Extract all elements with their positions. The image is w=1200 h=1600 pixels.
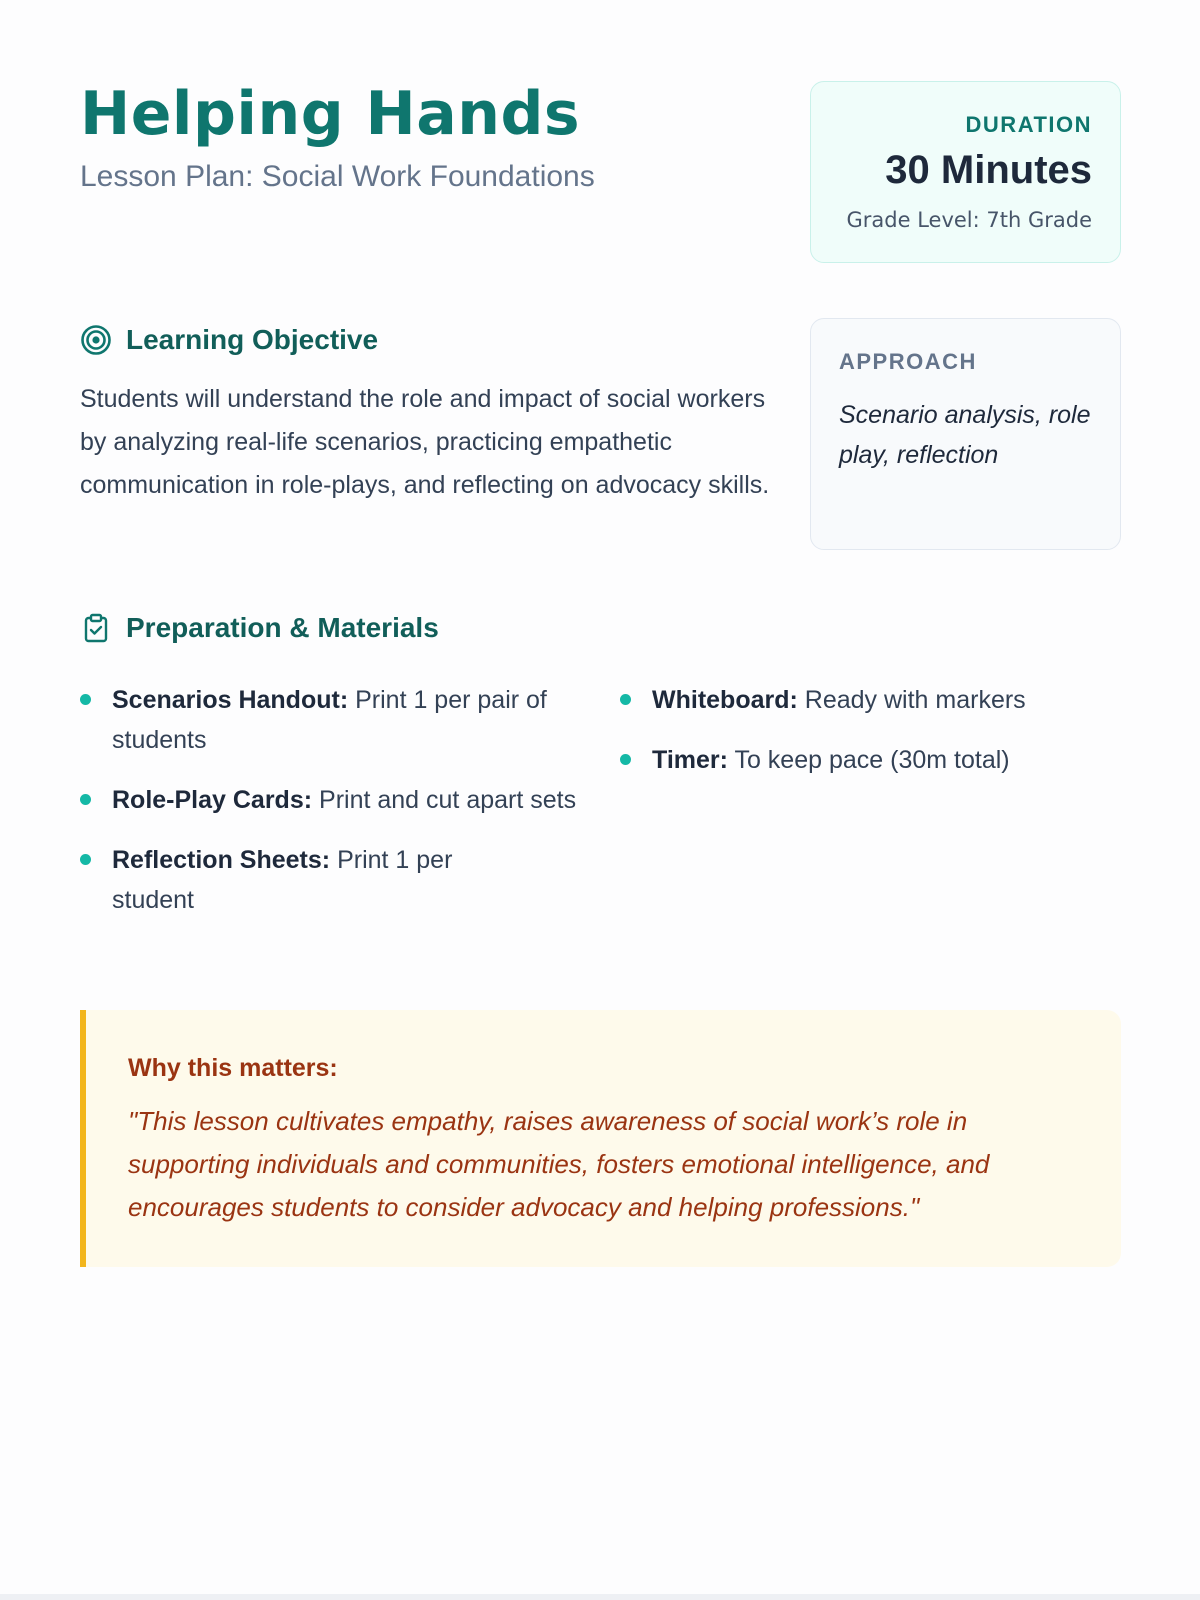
material-detail: Print and cut apart sets [319, 786, 577, 814]
duration-value: 30 Minutes [885, 148, 1092, 192]
materials-list-right [620, 680, 1120, 780]
material-name: Scenarios Handout: [112, 686, 349, 714]
page-subtitle: Lesson Plan: Social Work Foundations [80, 160, 595, 193]
bullet-dot [620, 754, 631, 765]
callout-quote: "This lesson cultivates empathy, raises awareness of social work’s role in supporting individuals and communities, fosters emotional intelligence, and encourages students to consider advocacy and helping professions." [128, 1106, 990, 1222]
material-name: Timer: [652, 746, 728, 774]
why-matters-callout [80, 1010, 1121, 1267]
clipboard-check-icon [80, 612, 112, 644]
bullet-dot [620, 694, 631, 705]
bullet-dot [80, 694, 91, 705]
material-name: Role-Play Cards: [112, 786, 313, 814]
material-name: Reflection Sheets: [112, 846, 331, 874]
approach-card [810, 318, 1121, 550]
material-detail: To keep pace (30m total) [734, 746, 1010, 774]
approach-text: Scenario analysis, role play, reflection [839, 401, 1091, 469]
approach-label: APPROACH [839, 349, 977, 374]
material-detail: Ready with markers [804, 686, 1026, 714]
materials-heading: Preparation & Materials [126, 612, 439, 643]
objective-heading: Learning Objective [126, 324, 379, 355]
callout-heading: Why this matters: [128, 1054, 338, 1082]
target-icon [80, 324, 112, 356]
duration-card [810, 81, 1121, 263]
material-name: Whiteboard: [652, 686, 798, 714]
bullet-dot [80, 854, 91, 865]
objective-text: Students will understand the role and impact of social workers by analyzing real-life scenarios, practicing empathetic communication in role-plays, and reflecting on advocacy skills. [80, 385, 770, 499]
grade-level: Grade Level: 7th Grade [846, 208, 1092, 232]
list-item [80, 840, 510, 920]
objective-header [80, 324, 378, 356]
page-title: Helping Hands [80, 79, 581, 149]
list-item [80, 780, 580, 820]
materials-list-left [80, 680, 580, 920]
material-detail: Print 1 per student [112, 846, 453, 914]
material-detail: Print 1 per pair of students [112, 686, 547, 754]
duration-label: DURATION [965, 112, 1092, 137]
list-item [620, 680, 1120, 720]
materials-header [80, 612, 439, 644]
list-item [80, 680, 580, 760]
bullet-dot [80, 794, 91, 805]
list-item [620, 740, 1120, 780]
bottom-divider [0, 1594, 1200, 1600]
